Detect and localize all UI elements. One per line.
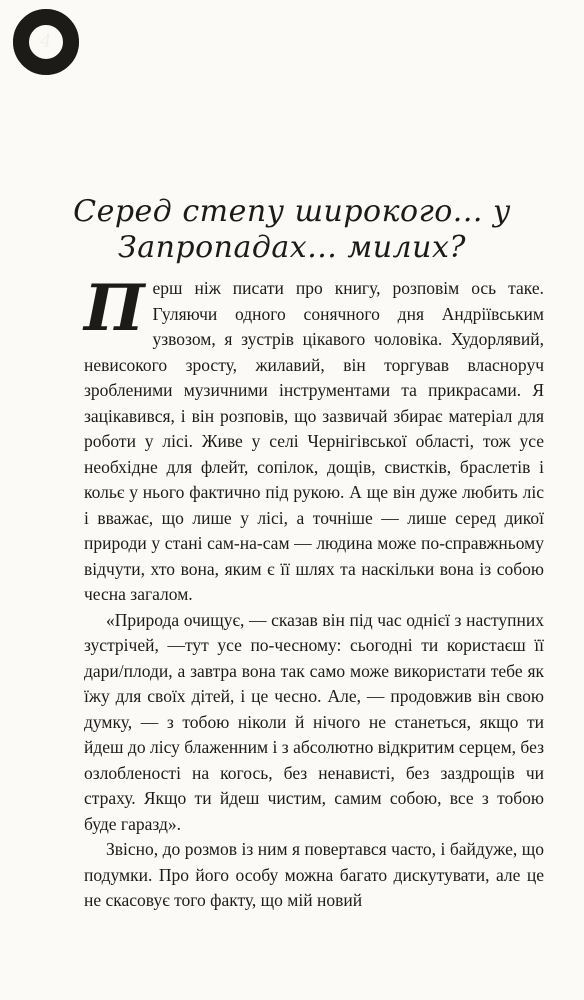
paragraph-1-text: ерш ніж писати про книгу, розповім ось таке. Гуляючи одного сонячного дня Андріївським узвозом, я зустрів цікавого чоловіка. Худорлявий, невисокого зросту, жилавий, він торгував власноруч зробленими музичними інструментами та прикрасами. Я зацікавився, і він розповів, що зазвичай збирає матеріал для роботи у лісі. Живе у селі Чернігівської області, тож усе необхідне для флейт, сопілок, дощів, свистків, браслетів і кольє у нього фактично під рукою. А ще він дуже любить ліс і вважає, що лише у лісі, а точніше — лише серед дикої природи у стані сам-на-сам — людина може по-справжньому відчути, хто вона, яким є її шлях та наскільки вона із собою чесна загалом.: [84, 278, 544, 604]
paragraph-2: «Природа очищує, — сказав він під час однієї з наступних зустрічей, —тут усе по-чесному: сьогодні ти користаєш її дари/плоди, а завтра вона так само може використати тебе як їжу для своїх дітей, і це чесно. Але, — продовжив він свою думку, — з тобою ніколи й нічого не станеться, якщо ти йдеш до лісу блаженним і з абсолютно відкритим серцем, без озлобленості на когось, без ненависті, без заздрощів чи страху. Якщо ти йдеш чистим, самим собою, все з тобою буде гаразд».: [84, 609, 544, 834]
body-text: [84, 271, 544, 914]
paragraph-3: Звісно, до розмов із ним я повертався часто, і байдуже, що подумки. Про його особу можна багато дискутувати, але це не скасовує того факту, що мій новий: [84, 839, 544, 910]
page-number: 4: [40, 31, 52, 52]
chapter-title: [40, 194, 544, 266]
drop-cap: П: [84, 271, 145, 346]
chapter-title-line-1: Серед степу широкого... у: [73, 194, 511, 229]
paragraph-1: [84, 271, 544, 608]
page-number-badge: [12, 8, 80, 76]
chapter-title-line-2: Запропадах... милих?: [118, 230, 466, 265]
